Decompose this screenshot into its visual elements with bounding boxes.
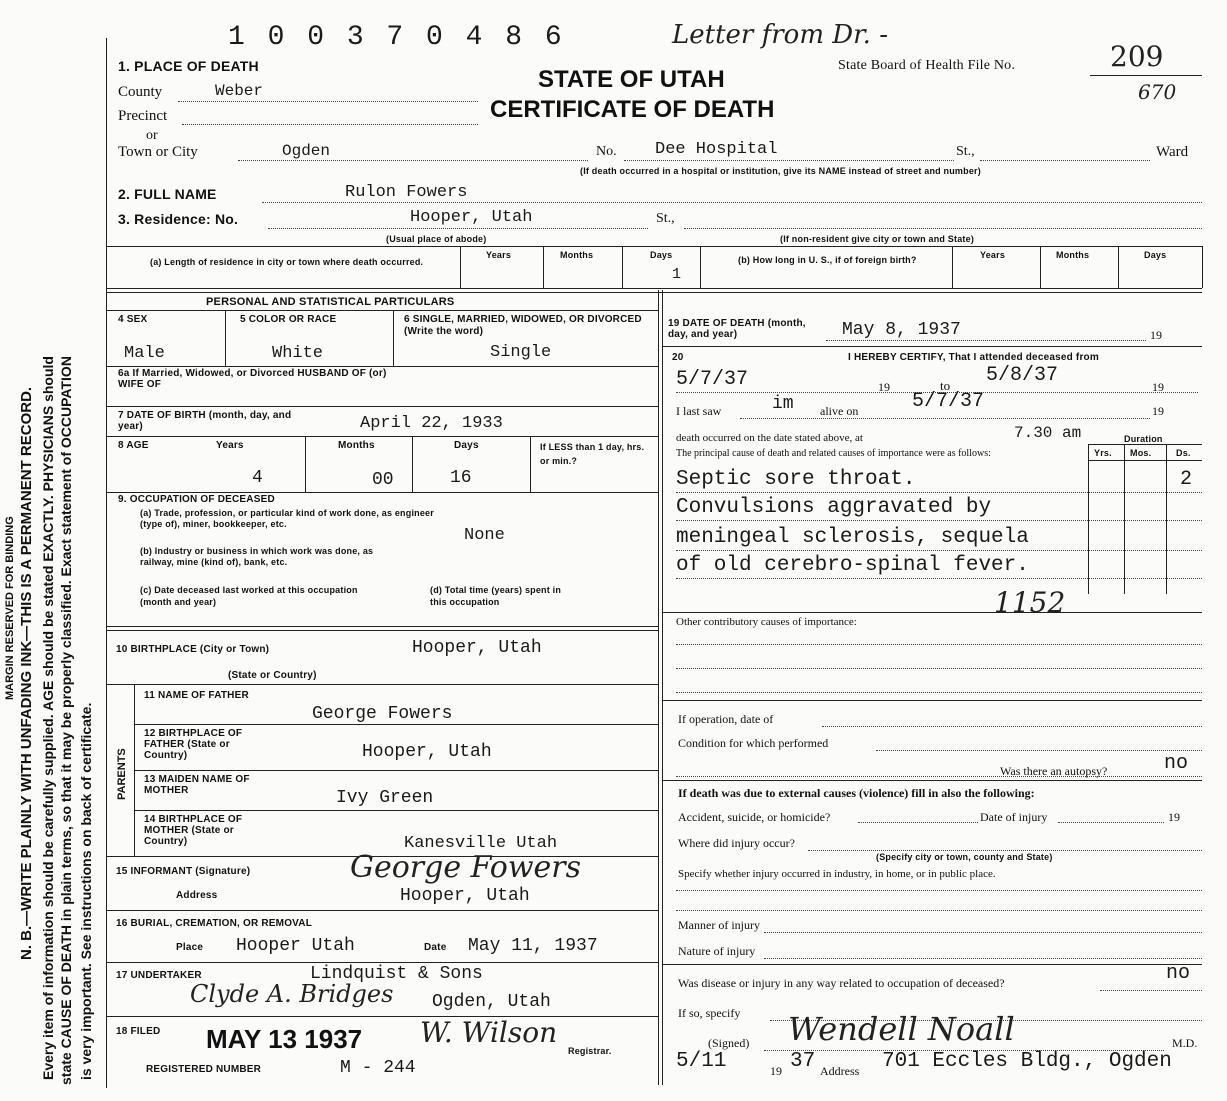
row-autopsy-bottom: [662, 780, 1202, 781]
undertaker-value: Lindquist & Sons: [310, 964, 483, 984]
duration-head-line: [1088, 444, 1202, 445]
operation-label: If operation, date of: [678, 712, 774, 726]
res-col-1: [460, 246, 461, 288]
parents-label: PARENTS: [116, 748, 128, 800]
birthplace-state-label: (State or Country): [228, 670, 317, 681]
filed-stamp: MAY 13 1937: [206, 1024, 363, 1054]
row-dob-bottom: [106, 436, 658, 437]
age-col-2: [412, 436, 413, 492]
row-sex-bottom: [106, 366, 658, 367]
signed-date: 5/11: [676, 1050, 727, 1073]
hospital-note: (If death occurred in a hospital or institution, give its NAME instead of street and number): [580, 166, 981, 176]
burial-date-label: Date: [424, 942, 447, 953]
residence-box-bottom-2: [106, 292, 1202, 293]
other-causes-label: Other contributory causes of importance:: [676, 616, 857, 628]
precinct-line: [182, 124, 478, 125]
signed-year: 37: [790, 1050, 816, 1073]
accident-line: [858, 822, 978, 823]
mother-bp-value: Kanesville Utah: [404, 834, 558, 853]
occupation-a-label: (a) Trade, profession, or particular kind of work done, as engineer (type of), miner, bookkeeper, etc.: [140, 508, 434, 529]
full-name-line: [262, 202, 1202, 203]
dur-mos-label: Mos.: [1130, 448, 1152, 458]
row-father-bp-bottom: [134, 770, 658, 771]
cause-2: Convulsions aggravated by: [676, 496, 992, 519]
date-injury-label: Date of injury: [980, 810, 1048, 824]
where-injury-label: Where did injury occur?: [678, 836, 795, 850]
residence-box-top: [106, 246, 1202, 247]
row-burial-bottom: [106, 962, 658, 963]
personal-heading: PERSONAL AND STATISTICAL PARTICULARS: [206, 296, 455, 308]
sex-value: Male: [124, 344, 165, 363]
attended-from: 5/7/37: [676, 368, 749, 391]
death-occurred-label: death occurred on the date stated above, at: [676, 432, 863, 444]
lastsaw-line: [740, 418, 1150, 419]
st-line: [980, 160, 1150, 161]
father-label: 11 NAME OF FATHER: [144, 690, 249, 701]
regno-value: M - 244: [340, 1058, 416, 1078]
certify-text: I HEREBY CERTIFY, That I attended deceased from: [848, 352, 1099, 363]
registrar-signature: W. Wilson: [420, 1016, 558, 1049]
town-label: Town or City: [118, 144, 198, 160]
county-line: [178, 101, 478, 102]
stamp-number: 1 0 0 3 7 0 4 8 6: [228, 22, 565, 53]
margin-instructions-2: state CAUSE OF DEATH in plain terms, so that it may be properly classified. Exact statement of OCCUPATION: [58, 356, 74, 1085]
condition-line: [876, 750, 1202, 751]
accident-label: Accident, suicide, or homicide?: [678, 810, 831, 824]
dur-col-3: [1166, 444, 1167, 594]
residence-label: 3. Residence: No.: [118, 211, 239, 227]
manner-line: [764, 932, 1202, 933]
frame-left: [106, 38, 107, 1088]
undertaker-label: 17 UNDERTAKER: [116, 970, 202, 981]
burial-place-label: Place: [176, 942, 204, 953]
age-col-3: [530, 436, 531, 492]
informant-signature: George Fowers: [350, 850, 582, 885]
residence-box-bottom: [106, 288, 1202, 289]
other-line-3: [676, 692, 1202, 693]
margin-binding-note: MARGIN RESERVED FOR BINDING: [4, 516, 16, 700]
operation-line: [822, 726, 1202, 727]
residence-value: Hooper, Utah: [410, 208, 533, 227]
informant-address-label: Address: [176, 890, 218, 901]
occupation-c-label: (c) Date deceased last worked at this occupation (month and year): [140, 585, 358, 607]
res-days-label: Days: [650, 250, 673, 260]
file-no-sub: 670: [1138, 80, 1177, 104]
occ-related-value: no: [1166, 962, 1191, 985]
personal-heading-line: [106, 310, 658, 311]
burial-date: May 11, 1937: [468, 936, 598, 956]
occupation-label: 9. OCCUPATION OF DECEASED: [118, 494, 275, 505]
town-line: [238, 160, 588, 161]
precinct-label: Precinct: [118, 108, 168, 124]
undertaker-signature: Clyde A. Bridges: [190, 980, 394, 1008]
cause-line-4: [676, 578, 1202, 579]
foreign-birth-label: (b) How long in U. S., if of foreign birth?: [738, 255, 917, 265]
occupation-value: None: [464, 526, 505, 545]
county-label: County: [118, 84, 163, 100]
father-bp-label: 12 BIRTHPLACE OF FATHER (State or Country): [144, 728, 243, 761]
birthplace-value: Hooper, Utah: [412, 638, 542, 658]
top-handwritten-note: Letter from Dr. -: [672, 20, 888, 50]
row-occ-bottom: [106, 626, 658, 627]
residence-st-line: [684, 228, 1202, 229]
specify-line-2: [676, 910, 1202, 911]
state-title: STATE OF UTAH: [538, 66, 725, 93]
md-label: M.D.: [1172, 1036, 1198, 1050]
dod-value: May 8, 1937: [842, 320, 961, 340]
marital-value: Single: [490, 343, 552, 362]
res-col-4: [700, 246, 701, 288]
father-bp-value: Hooper, Utah: [362, 742, 492, 762]
foreign-years-label: Years: [980, 250, 1006, 260]
mother-bp-label: 14 BIRTHPLACE OF MOTHER (State or Country): [144, 814, 243, 847]
alive-year: 19: [1152, 404, 1164, 418]
condition-label: Condition for which performed: [678, 736, 829, 750]
county-value: Weber: [215, 82, 264, 100]
dod-line: [826, 340, 1146, 341]
age-years-label: Years: [216, 440, 244, 451]
cause-1-days: 2: [1180, 468, 1193, 491]
other-line-2: [676, 668, 1202, 669]
hospital-value: Dee Hospital: [655, 140, 778, 159]
row-informant-bottom: [106, 910, 658, 911]
age-years-value: 4: [252, 468, 263, 488]
row-undertaker-bottom: [106, 1016, 658, 1017]
alive-on-label: alive on: [820, 404, 859, 418]
nature-line: [764, 958, 1202, 959]
lastsaw-label: I last saw: [676, 404, 722, 418]
occ-related-line: [1100, 990, 1202, 991]
attended-year-1: 19: [878, 380, 890, 394]
autopsy-label: Was there an autopsy?: [1000, 764, 1108, 778]
where-line: [808, 850, 1202, 851]
age-col-1: [305, 436, 306, 492]
occ-related-label: Was disease or injury in any way related to occupation of deceased?: [678, 976, 1005, 990]
birthplace-label: 10 BIRTHPLACE (City or Town): [116, 644, 270, 655]
attended-to: 5/8/37: [986, 364, 1059, 387]
age-months-value: 00: [372, 470, 394, 490]
file-no-line: [1090, 75, 1202, 76]
other-line-1: [676, 644, 1202, 645]
regno-label: REGISTERED NUMBER: [146, 1064, 262, 1075]
dur-yrs-label: Yrs.: [1094, 448, 1112, 458]
margin-instructions-3: is very important. See instructions on back of certificate.: [78, 702, 94, 1080]
residence-line: [268, 228, 648, 229]
cause-3: meningeal sclerosis, sequela: [676, 526, 1029, 549]
occupation-d-label: (d) Total time (years) spent in this occupation: [430, 585, 562, 607]
frame-divider: [658, 290, 659, 1085]
duration-label: Duration: [1124, 434, 1163, 444]
manner-label: Manner of injury: [678, 918, 760, 932]
cause-4: of old cerebro-spinal fever.: [676, 554, 1029, 577]
non-resident-note: (If non-resident give city or town and State): [780, 234, 975, 244]
undertaker-address: Ogden, Utah: [432, 992, 551, 1012]
res-col-7: [1118, 246, 1119, 288]
physician-address-label: Address: [820, 1064, 860, 1078]
row-occ-bottom-2: [106, 630, 658, 631]
no-label: No.: [596, 144, 617, 159]
mother-value: Ivy Green: [336, 788, 434, 808]
sex-label: 4 SEX: [118, 314, 148, 325]
age-months-label: Months: [338, 440, 375, 451]
dob-value: April 22, 1933: [360, 414, 503, 433]
row-mother-bottom: [134, 810, 658, 811]
color-value: White: [272, 344, 324, 363]
dur-ds-label: Ds.: [1176, 448, 1191, 458]
attended-year-2: 19: [1152, 380, 1164, 394]
res-col-2: [543, 246, 544, 288]
res-days-value: 1: [672, 266, 682, 283]
burial-place: Hooper Utah: [236, 936, 355, 956]
dur-col-2: [1124, 444, 1125, 594]
row-cause-bottom: [662, 612, 1202, 613]
ifso-label: If so, specify: [678, 1006, 741, 1020]
father-value: George Fowers: [312, 704, 453, 724]
physician-address: 701 Eccles Bldg., Ogden: [882, 1050, 1172, 1073]
foreign-months-label: Months: [1056, 250, 1090, 260]
res-col-6: [1040, 246, 1041, 288]
cause-label: The principal cause of death and related causes of importance were as follows:: [676, 448, 991, 459]
specify-city-note: (Specify city or town, county and State): [876, 852, 1053, 862]
length-residence-label: (a) Length of residence in city or town where death occurred.: [150, 257, 424, 267]
row-spouse-bottom: [106, 406, 658, 407]
frame-divider-2: [662, 290, 663, 1085]
cause-line-2: [676, 520, 1202, 521]
res-col-5: [952, 246, 953, 288]
age-label: 8 AGE: [118, 440, 149, 451]
marital-label: 6 SINGLE, MARRIED, WIDOWED, OR DIVORCED (Write the word): [404, 314, 642, 337]
certify-no: 20: [672, 352, 684, 363]
specify-industry-label: Specify whether injury occurred in industry, in home, or in public place.: [678, 868, 996, 880]
occupation-b-label: (b) Industry or business in which work was done, as railway, mine (kind of), bank, etc.: [140, 546, 374, 567]
dur-col-1: [1088, 444, 1089, 594]
residence-st-label: St.,: [656, 211, 675, 226]
row-other-bottom: [662, 700, 1202, 701]
or-label: or: [146, 128, 158, 143]
town-value: Ogden: [282, 142, 331, 160]
dob-label: 7 DATE OF BIRTH (month, day, and year): [118, 410, 292, 432]
date-injury-line: [1058, 822, 1164, 823]
nature-label: Nature of injury: [678, 944, 756, 958]
signed-label: (Signed): [708, 1036, 750, 1050]
row-nature-bottom: [662, 964, 1202, 965]
file-no: 209: [1110, 40, 1164, 73]
filed-label: 18 FILED: [116, 1026, 161, 1037]
cause-line-1: [676, 492, 1202, 493]
death-time: 7.30 am: [1014, 424, 1082, 442]
res-col-3: [622, 246, 623, 288]
dod-year-suffix: 19: [1150, 328, 1162, 342]
age-days-value: 16: [450, 468, 472, 488]
registrar-label: Registrar.: [568, 1046, 612, 1056]
burial-label: 16 BURIAL, CREMATION, OR REMOVAL: [116, 918, 313, 929]
row-father-bottom: [134, 724, 658, 725]
row-birthplace-bottom: [106, 684, 658, 685]
foreign-days-label: Days: [1144, 250, 1167, 260]
mother-label: 13 MAIDEN NAME OF MOTHER: [144, 774, 250, 796]
row-dod-bottom: [662, 346, 1202, 347]
ward-label: Ward: [1156, 144, 1189, 160]
lastsaw-who: im: [772, 394, 794, 414]
color-label: 5 COLOR OR RACE: [240, 314, 337, 325]
to-label: to: [940, 378, 951, 393]
st-label: St.,: [956, 144, 975, 159]
physician-signature: Wendell Noall: [788, 1010, 1015, 1048]
cause-line-3: [676, 550, 1202, 551]
color-col: [393, 310, 394, 366]
duration-sub-line: [1088, 460, 1202, 461]
full-name-label: 2. FULL NAME: [118, 186, 217, 202]
margin-permanent-record-note: N. B.—WRITE PLAINLY WITH UNFADING INK—THIS IS A PERMANENT RECORD.: [18, 386, 35, 960]
res-years-label: Years: [486, 250, 512, 260]
age-days-label: Days: [454, 440, 479, 451]
informant-label: 15 INFORMANT (Signature): [116, 866, 251, 877]
informant-address: Hooper, Utah: [400, 886, 530, 906]
cause-code: 1152: [994, 586, 1066, 619]
row-age-bottom: [106, 492, 658, 493]
dod-label: 19 DATE OF DEATH (month, day, and year): [668, 318, 806, 340]
usual-abode-note: (Usual place of abode): [386, 234, 487, 244]
specify-line-1: [676, 890, 1202, 891]
autopsy-value: no: [1164, 752, 1189, 775]
place-of-death-label: 1. PLACE OF DEATH: [118, 58, 259, 74]
certificate-title: CERTIFICATE OF DEATH: [490, 96, 775, 123]
res-months-label: Months: [560, 250, 594, 260]
no-line: [624, 160, 954, 161]
margin-instructions-1: Every item of information should be carefully supplied. AGE should be stated EXACTLY. PHYSICIANS should: [40, 356, 56, 1080]
spouse-label: 6a If Married, Widowed, or Divorced HUSBAND OF (or) WIFE OF: [118, 368, 387, 390]
file-no-label: State Board of Health File No.: [838, 58, 1016, 73]
less-than-label: If LESS than 1 day, hrs. or min.?: [540, 442, 645, 466]
sex-col: [225, 310, 226, 366]
alive-on-value: 5/7/37: [912, 390, 985, 413]
autopsy-line: [676, 776, 1202, 777]
date-injury-year: 19: [1168, 810, 1180, 824]
cause-1: Septic sore throat.: [676, 468, 916, 491]
res-col-8: [1202, 246, 1203, 288]
full-name-value: Rulon Fowers: [345, 183, 468, 202]
external-label: If death was due to external causes (violence) fill in also the following:: [678, 786, 1035, 800]
signed-year-prefix: 19: [770, 1064, 782, 1078]
